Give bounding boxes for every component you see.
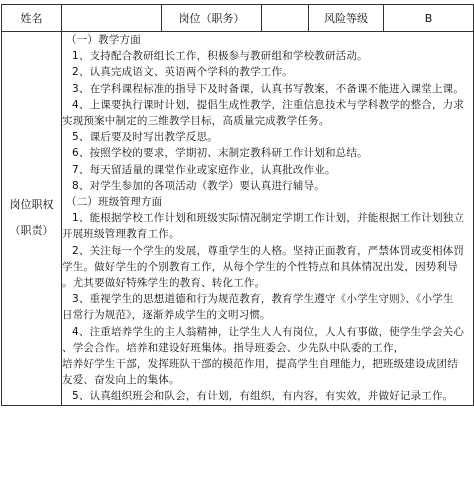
duty-line: 、学会合作。培养和建设好班集体。指导班委会、少先队中队委的工作， [62,341,405,354]
duty-line: 开展班级管理教育工作。 [62,228,180,241]
duties-content [62,32,474,406]
duty-line: 日常行为规范》，逐渐养成学生的文明习惯。 [62,309,271,322]
duty-line: 4、上课要执行课时计划，提倡生成性教学，注重信息技术与学科教学的整合，力求 [72,98,465,111]
duties-label-line1: 岗位职权 [9,198,54,212]
duty-line: 友爱、奋发向上的集体。 [62,374,180,387]
duty-line: 6、按照学校的要求，学期初、末制定教科研工作计划和总结。 [72,147,368,160]
duty-line: 5、认真组织班会和队会，有计划，有组织，有内容，有实效，并做好记录工作。 [72,390,454,403]
duty-line: 8、对学生参加的各项活动（教学）要认真进行辅导。 [72,179,325,192]
duty-line: 3、在学科课程标准的指导下及时备课，认真书写教案，不备课不能进入课堂上课。 [72,82,465,95]
duty-line: 3、重视学生的思想道德和行为规范教育，教育学生遵守《小学生守则》、《小学生 [72,293,454,306]
name-value-cell [62,5,162,32]
risk-level-label: 风险等级 [309,5,384,32]
section-heading: （二）班级管理方面 [66,196,163,209]
duty-line: 4、注重培养学生的主人翁精神，让学生人人有岗位，人人有事做，使学生学会关心 [72,325,465,338]
duties-label-line2: （职责） [9,224,54,238]
duties-row [2,32,474,406]
duty-form-table [1,4,474,406]
duty-line: 7、每天留适量的课堂作业或家庭作业，认真批改作业。 [72,163,336,176]
position-label: 岗位（职务） [162,5,262,32]
header-row [2,5,474,32]
duty-line: 2、认真完成语文、英语两个学科的教学工作。 [72,66,293,79]
section-heading: （一）教学方面 [66,34,141,46]
duty-line: 1、能根据学校工作计划和班级实际情况制定学期工作计划，并能根据工作计划独立 [72,212,465,225]
duties-side-label [2,32,62,406]
duty-line: 实现预案中制定的三维教学目标，高质量完成教学任务。 [62,115,330,128]
duty-line: 学生。做好学生的个别教育工作，从每个学生的个性特点和具体情况出发，因势利导 [62,260,458,273]
duties-list [62,32,473,405]
name-label: 姓名 [2,5,62,32]
duty-line: 。尤其要做好特殊学生的教育、转化工作。 [62,277,266,290]
duty-line: 培养好学生干部，发挥班队干部的模范作用，提高学生自理能力，把班级建设成团结 [62,358,458,371]
duty-line: 1、支持配合教研组长工作，积极参与教研组和学校教研活动。 [72,50,368,63]
duty-line: 5、课后要及时写出教学反思。 [72,131,218,144]
risk-level-value: B [384,5,474,32]
duty-line: 2、关注每一个学生的发展，尊重学生的人格。坚持正面教育，严禁体罚或变相体罚 [72,244,465,257]
position-value-cell [262,5,309,32]
